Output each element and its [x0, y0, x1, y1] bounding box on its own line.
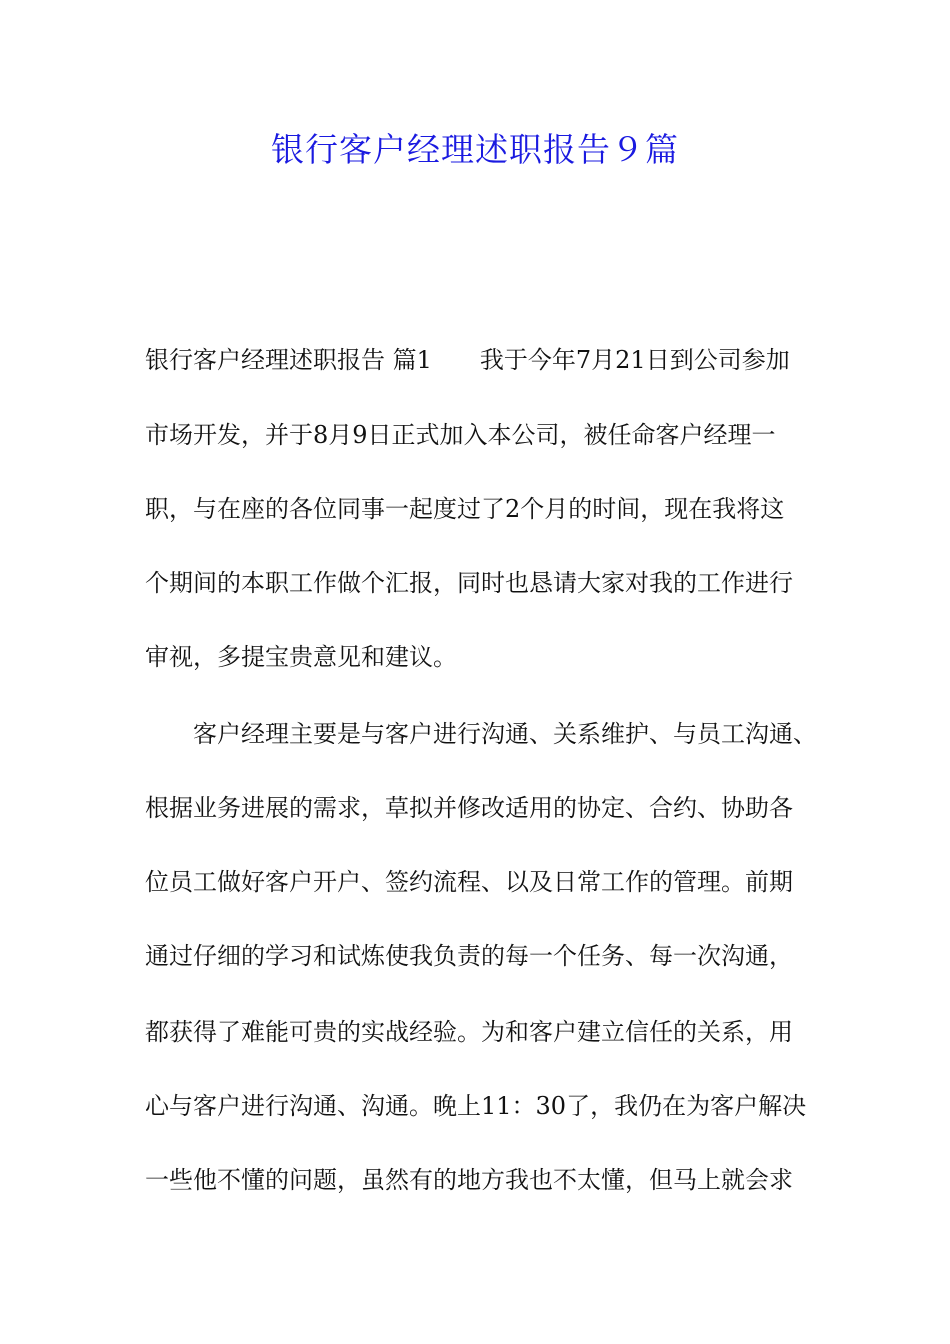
- document-title: 银行客户经理述职报告９篇: [271, 130, 679, 169]
- body-line: 根据业务进展的需求，草拟并修改适用的协定、合约、协助各: [145, 794, 793, 822]
- body-line: 通过仔细的学习和试炼使我负责的每一个任务、每一次沟通，: [145, 942, 793, 970]
- body-line: 银行客户经理述职报告 篇1 我于今年7月21日到公司参加: [145, 346, 790, 374]
- body-line: 客户经理主要是与客户进行沟通、关系维护、与员工沟通、: [145, 720, 817, 748]
- body-line: 一些他不懂的问题，虽然有的地方我也不太懂，但马上就会求: [145, 1166, 793, 1194]
- body-line: 职，与在座的各位同事一起度过了2个月的时间，现在我将这: [145, 495, 785, 523]
- body-line: 都获得了难能可贵的实战经验。为和客户建立信任的关系，用: [145, 1018, 793, 1046]
- body-line: 心与客户进行沟通、沟通。晚上11：30了，我仍在为客户解决: [145, 1092, 807, 1120]
- body-line: 审视，多提宝贵意见和建议。: [145, 643, 457, 671]
- body-line: 市场开发，并于8月9日正式加入本公司，被任命客户经理一: [145, 421, 776, 449]
- body-line: 个期间的本职工作做个汇报，同时也恳请大家对我的工作进行: [145, 569, 793, 597]
- body-line: 位员工做好客户开户、签约流程、以及日常工作的管理。前期: [145, 868, 793, 896]
